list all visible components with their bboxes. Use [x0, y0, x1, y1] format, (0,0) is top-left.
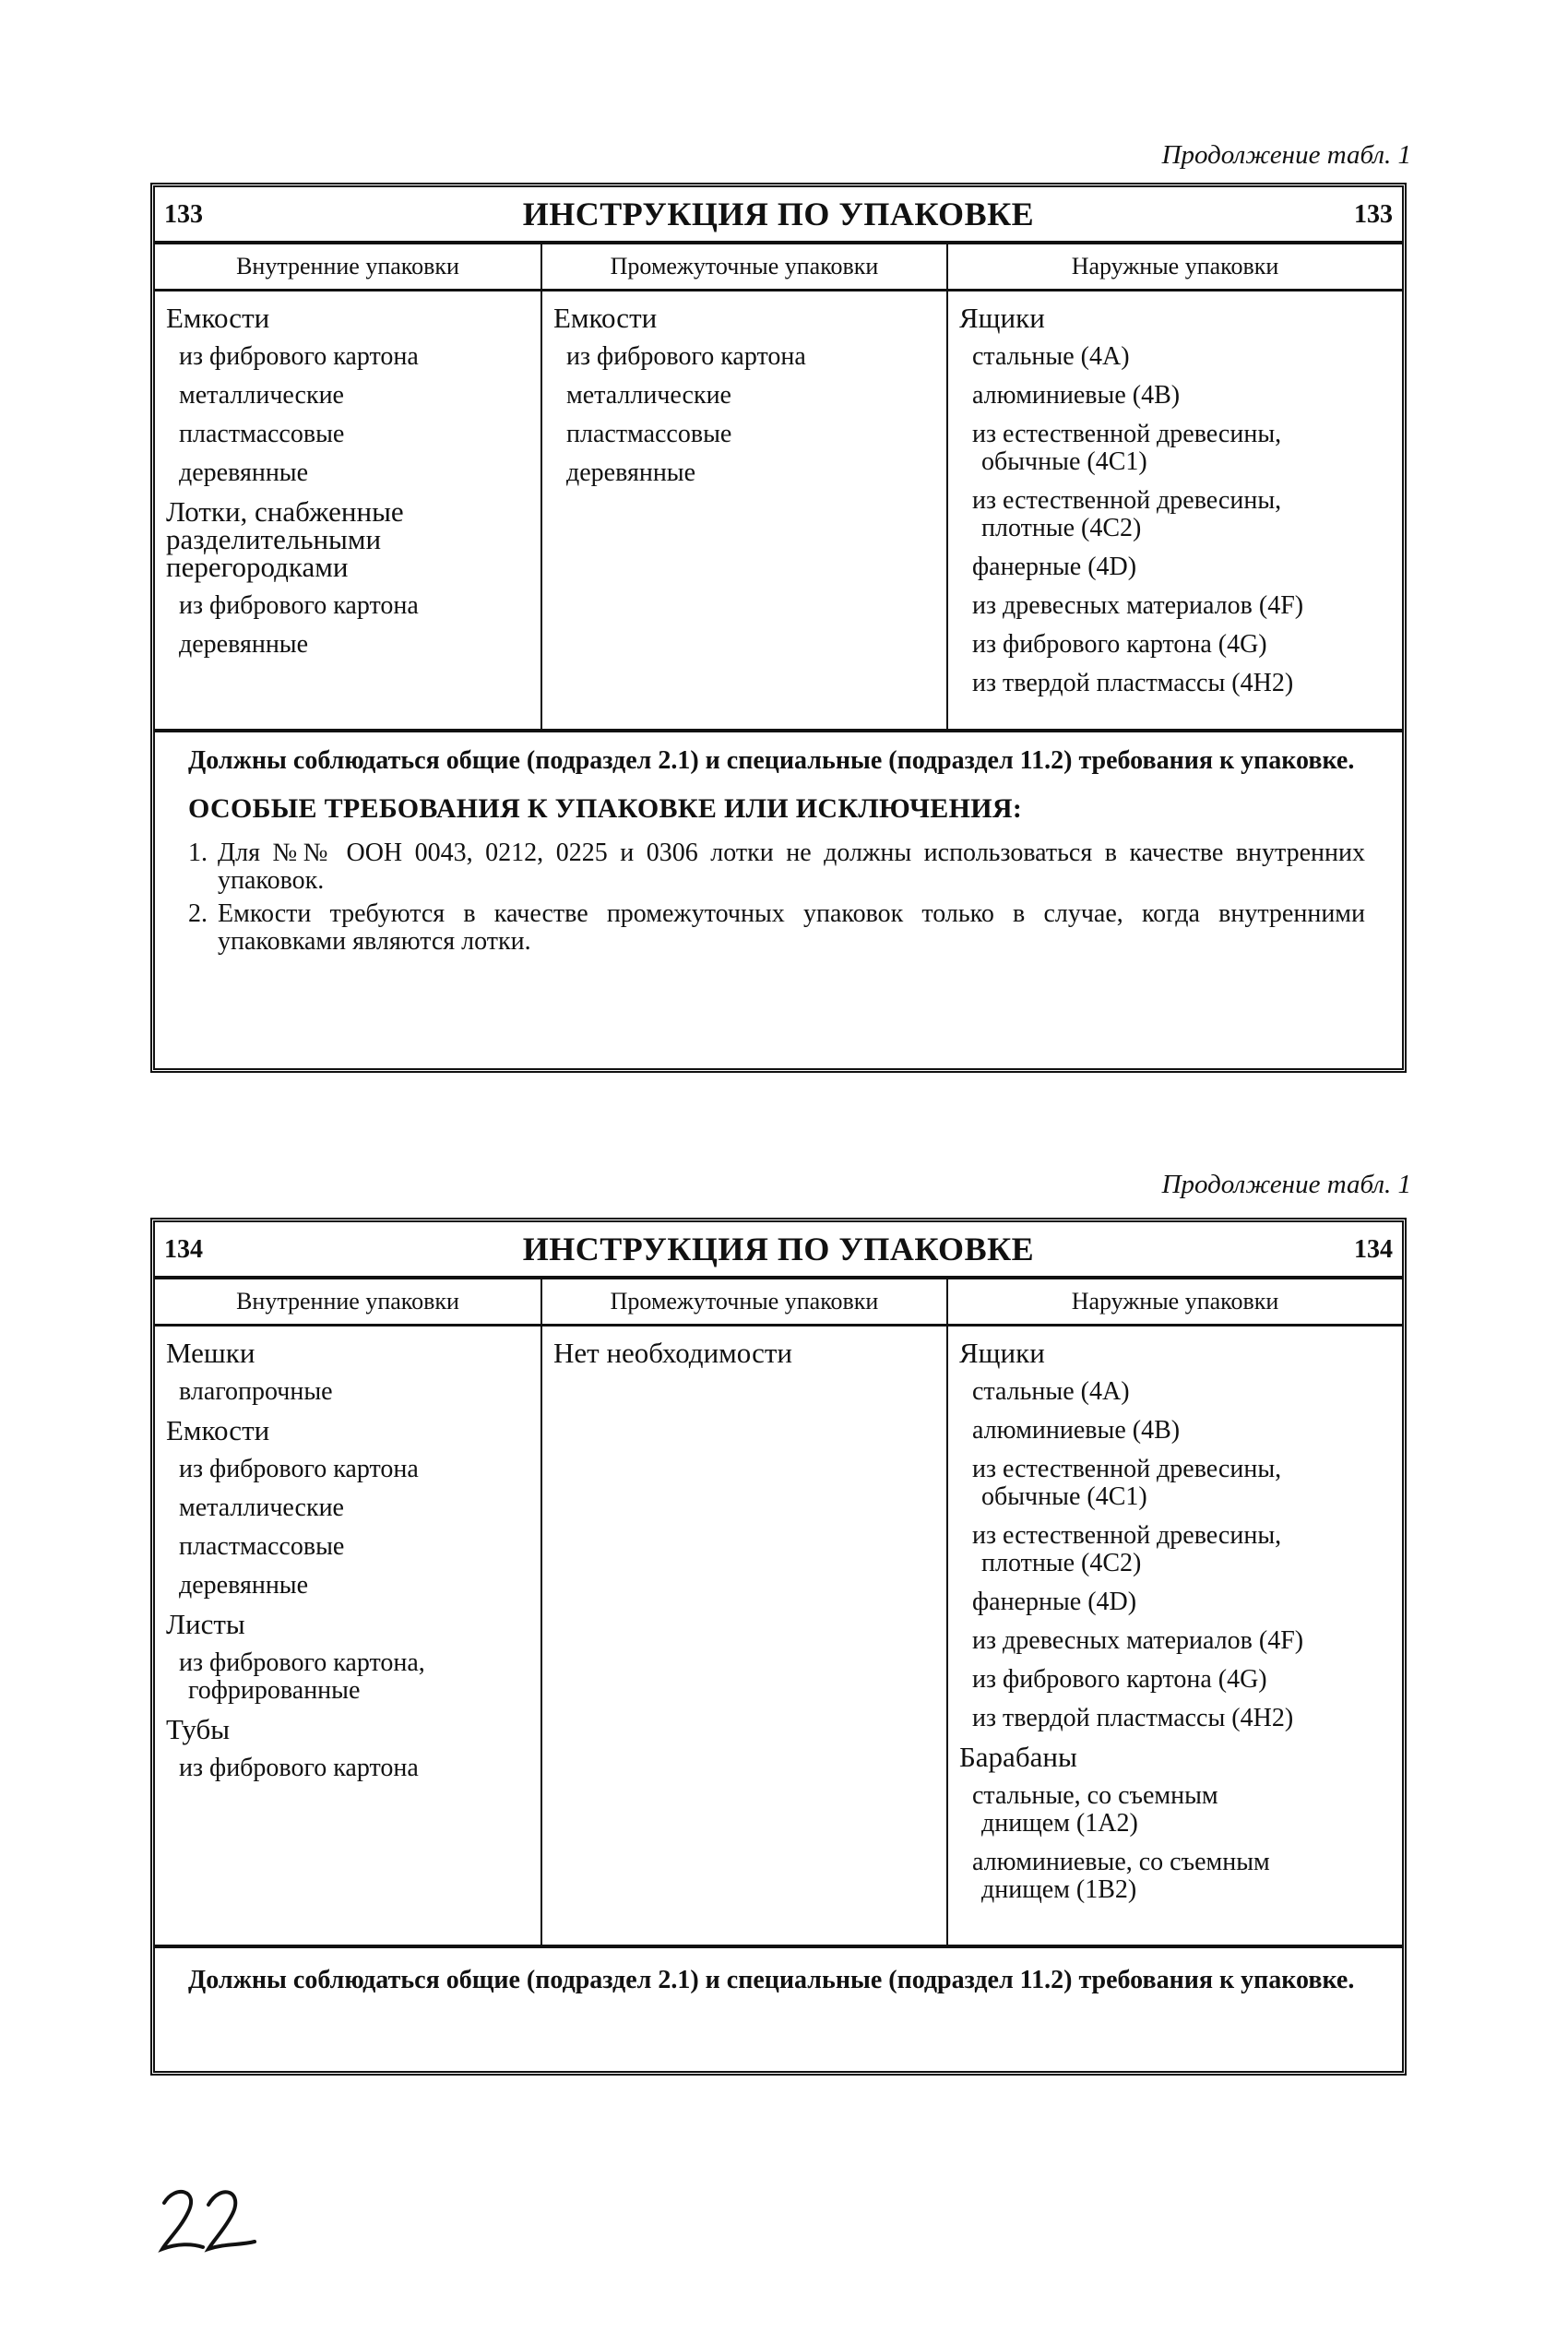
- packaging-text-continued: обычные (4С1): [981, 1482, 1147, 1511]
- packaging-option: [959, 382, 1395, 410]
- packaging-text: из твердой пластмассы (4Н2): [972, 669, 1294, 697]
- packaging-text: из фибрового картона: [179, 342, 419, 371]
- notes-section: [155, 732, 1402, 978]
- special-item-text: Емкости требуются в качестве промежуточных упаковок только в случае, когда внутренними упаковками являются лотки.: [218, 899, 1365, 956]
- packaging-text: деревянные: [566, 458, 696, 487]
- packaging-text: Тубы: [166, 1713, 231, 1745]
- packaging-text: пластмассовые: [179, 420, 345, 448]
- packaging-text-continued: обычные (4С1): [981, 447, 1147, 476]
- header-intermediate: Промежуточные упаковки: [542, 1279, 948, 1324]
- packaging-columns: [155, 1327, 1402, 1948]
- packaging-text: стальные, со съемным: [972, 1781, 1218, 1810]
- packaging-text: влагопрочные: [179, 1377, 333, 1406]
- packaging-text-continued: плотные (4С2): [981, 1549, 1142, 1577]
- packaging-text: Нет необходимости: [553, 1337, 792, 1369]
- outer-packagings: [948, 1327, 1402, 1945]
- packaging-group: [166, 1414, 533, 1446]
- packaging-text: Мешки: [166, 1337, 255, 1369]
- special-item-number: 1.: [188, 839, 208, 867]
- packaging-text: из фибрового картона (4G): [972, 630, 1267, 659]
- packaging-text-continued: гофрированные: [188, 1676, 361, 1705]
- instruction-title: ИНСТРУКЦИЯ ПО УПАКОВКЕ: [522, 196, 1035, 232]
- packaging-text: из естественной древесины,: [972, 1455, 1282, 1483]
- packaging-text: металлические: [566, 381, 731, 410]
- special-item: [188, 900, 1365, 956]
- packaging-option: [166, 382, 533, 410]
- packaging-option: [959, 1849, 1395, 1904]
- packaging-text: из естественной древесины,: [972, 1521, 1282, 1550]
- packaging-text-continued: плотные (4С2): [981, 514, 1142, 542]
- packaging-option: [959, 1627, 1395, 1655]
- packaging-text-continued: днищем (1В2): [981, 1875, 1137, 1904]
- instruction-number-right: 134: [1354, 1235, 1393, 1264]
- packaging-option: [166, 459, 533, 487]
- packaging-text: Лотки, снабженные разделительными перегородками: [166, 495, 404, 583]
- packaging-option: [166, 1572, 533, 1600]
- instruction-number-left: 134: [164, 1235, 203, 1264]
- packaging-group: [959, 304, 1395, 332]
- packaging-option: [959, 592, 1395, 620]
- header-intermediate: Промежуточные упаковки: [542, 244, 948, 289]
- packaging-option: [959, 487, 1395, 542]
- packaging-text: деревянные: [179, 1571, 309, 1600]
- packaging-text: Емкости: [553, 302, 658, 334]
- packaging-text: из фибрового картона: [566, 342, 806, 371]
- title-row: [155, 1222, 1402, 1279]
- instruction-title: ИНСТРУКЦИЯ ПО УПАКОВКЕ: [522, 1231, 1035, 1267]
- table-caption-1: Продолжение табл. 1: [1161, 140, 1411, 170]
- packaging-option: [959, 343, 1395, 371]
- packaging-text: из естественной древесины,: [972, 486, 1282, 515]
- packing-instruction-134: [150, 1218, 1407, 2076]
- special-item-number: 2.: [188, 899, 208, 928]
- packaging-group: [166, 1713, 533, 1745]
- header-outer: Наружные упаковки: [1071, 253, 1279, 280]
- packaging-text: из фибрового картона: [179, 1754, 419, 1782]
- outer-packagings: [948, 292, 1402, 729]
- packaging-text: из фибрового картона: [179, 1455, 419, 1483]
- packaging-option: [959, 1588, 1395, 1616]
- packaging-option: [166, 1456, 533, 1483]
- packaging-option: [166, 592, 533, 620]
- special-requirements-heading: ОСОБЫЕ ТРЕБОВАНИЯ К УПАКОВКЕ ИЛИ ИСКЛЮЧЕНИЯ:: [188, 793, 1023, 824]
- packaging-option: [959, 1456, 1395, 1511]
- packaging-columns: [155, 292, 1402, 732]
- packaging-option: [959, 631, 1395, 659]
- packaging-text: деревянные: [179, 458, 309, 487]
- packaging-option: [553, 343, 939, 371]
- packaging-group: [166, 1339, 533, 1367]
- intermediate-packagings: [542, 292, 948, 729]
- packaging-text: алюминиевые (4В): [972, 381, 1181, 410]
- packaging-text-continued: днищем (1А2): [981, 1809, 1138, 1838]
- packaging-option: [166, 1755, 533, 1782]
- packaging-text: стальные (4А): [972, 1377, 1130, 1406]
- handwritten-page-number-icon: [155, 2177, 266, 2260]
- column-headers: [155, 244, 1402, 292]
- packaging-option: [959, 1705, 1395, 1732]
- packaging-group: [959, 1743, 1395, 1771]
- special-item-text: Для №№ ООН 0043, 0212, 0225 и 0306 лотки не должны использоваться в качестве внутренних упаковок.: [218, 839, 1365, 895]
- instruction-number-right: 133: [1354, 200, 1393, 229]
- packaging-option: [553, 382, 939, 410]
- packaging-option: [959, 1378, 1395, 1406]
- packaging-group: [166, 1608, 533, 1640]
- packaging-option: [166, 631, 533, 659]
- packaging-text: металлические: [179, 381, 344, 410]
- header-outer: Наружные упаковки: [1071, 1288, 1279, 1315]
- packaging-option: [553, 421, 939, 448]
- packaging-text: пластмассовые: [566, 420, 732, 448]
- packaging-group: [166, 304, 533, 332]
- packaging-option: [959, 1522, 1395, 1577]
- packaging-text: фанерные (4D): [972, 553, 1137, 581]
- packaging-option: [553, 459, 939, 487]
- packaging-text: деревянные: [179, 630, 309, 659]
- handwritten-page-number: [155, 2177, 266, 2265]
- notes-section: [155, 1948, 1402, 2011]
- packaging-group: [553, 304, 939, 332]
- packaging-option: [959, 1782, 1395, 1838]
- packaging-option: [166, 421, 533, 448]
- packaging-text: из древесных материалов (4F): [972, 591, 1304, 620]
- instruction-number-left: 133: [164, 200, 203, 229]
- packaging-text: фанерные (4D): [972, 1588, 1137, 1616]
- packaging-option: [166, 1378, 533, 1406]
- packaging-text: из древесных материалов (4F): [972, 1626, 1304, 1655]
- general-requirement: Должны соблюдаться общие (подраздел 2.1) и специальные (подраздел 11.2) требования к упаковке.: [188, 1966, 1355, 1994]
- packaging-text: Барабаны: [959, 1741, 1077, 1773]
- column-headers: [155, 1279, 1402, 1327]
- packaging-text: алюминиевые (4В): [972, 1416, 1181, 1445]
- packaging-option: [959, 421, 1395, 476]
- packaging-option: [166, 1494, 533, 1522]
- packing-instruction-133: [150, 183, 1407, 1073]
- special-item: [188, 839, 1365, 895]
- packaging-group: [166, 495, 533, 583]
- packaging-option: [166, 1533, 533, 1561]
- packaging-text: из естественной древесины,: [972, 420, 1282, 448]
- table-caption-2: Продолжение табл. 1: [1161, 1170, 1411, 1199]
- packaging-option: [959, 1666, 1395, 1694]
- packaging-text: металлические: [179, 1493, 344, 1522]
- packaging-option: [166, 1649, 533, 1705]
- packaging-text: Листы: [166, 1608, 245, 1640]
- packaging-text: Емкости: [166, 302, 270, 334]
- packaging-text: алюминиевые, со съемным: [972, 1848, 1270, 1876]
- header-inner: Внутренние упаковки: [155, 244, 542, 289]
- title-row: [155, 187, 1402, 244]
- inner-packagings: [155, 292, 542, 729]
- packaging-option: [166, 343, 533, 371]
- packaging-text: из фибрового картона: [179, 591, 419, 620]
- packaging-text: из твердой пластмассы (4Н2): [972, 1704, 1294, 1732]
- intermediate-packagings: [542, 1327, 948, 1945]
- packaging-text: стальные (4А): [972, 342, 1130, 371]
- packaging-group: [553, 1339, 939, 1367]
- packaging-option: [959, 670, 1395, 697]
- packaging-text: Емкости: [166, 1414, 270, 1446]
- packaging-option: [959, 553, 1395, 581]
- packaging-text: Ящики: [959, 1337, 1045, 1369]
- general-requirement: Должны соблюдаться общие (подраздел 2.1) и специальные (подраздел 11.2) требования к упаковке.: [188, 746, 1355, 775]
- packaging-group: [959, 1339, 1395, 1367]
- packaging-option: [959, 1417, 1395, 1445]
- packaging-text: из фибрового картона (4G): [972, 1665, 1267, 1694]
- header-inner: Внутренние упаковки: [155, 1279, 542, 1324]
- packaging-text: Ящики: [959, 302, 1045, 334]
- packaging-text: из фибрового картона,: [179, 1648, 425, 1677]
- packaging-text: пластмассовые: [179, 1532, 345, 1561]
- inner-packagings: [155, 1327, 542, 1945]
